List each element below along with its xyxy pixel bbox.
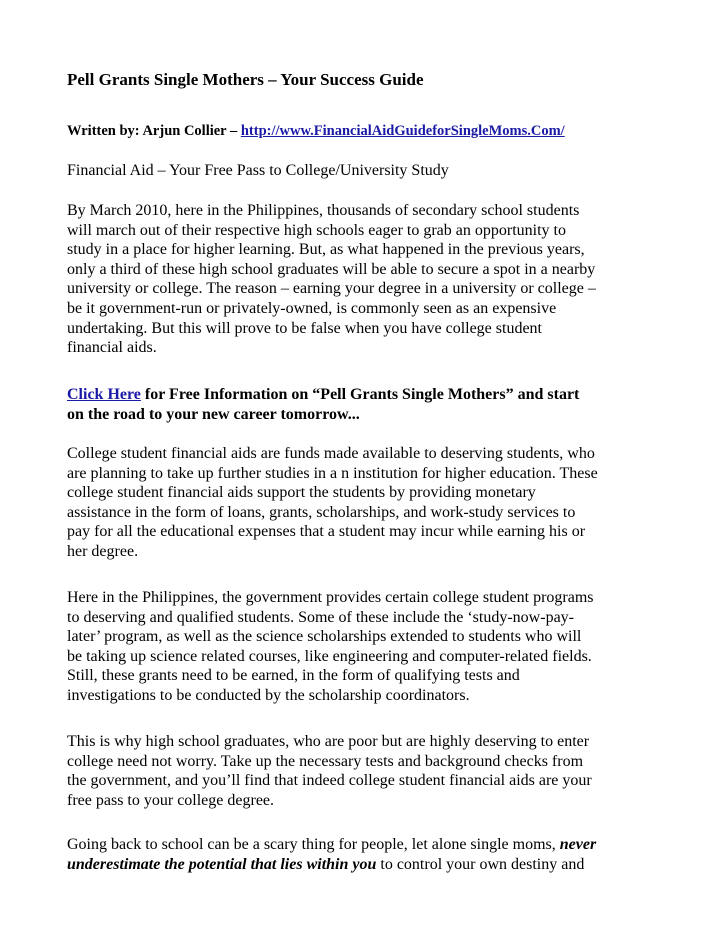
- click-here-link[interactable]: Click Here: [67, 386, 141, 403]
- byline: [67, 123, 565, 140]
- paragraph-government-programs: [67, 588, 667, 706]
- section-subheading: Financial Aid – Your Free Pass to College/University Study: [67, 162, 449, 179]
- paragraph-single-moms: [67, 835, 667, 874]
- paragraph-line: assistance in the form of loans, grants, scholarships, and work-study services to: [67, 503, 576, 521]
- paragraph-line: be taking up science related courses, like engineering and computer-related fields.: [67, 647, 592, 665]
- paragraph-line: will march out of their respective high schools eager to grab an opportunity to: [67, 221, 566, 239]
- paragraph-line: undertaking. But this will prove to be false when you have college student: [67, 319, 542, 337]
- paragraph-line: later’ program, as well as the science scholarships extended to students who will: [67, 628, 582, 646]
- emphasis-text: never: [559, 836, 597, 853]
- paragraph-line: pay for all the educational expenses that a student may incur while earning his or: [67, 523, 586, 541]
- paragraph-line: This is why high school graduates, who are poor but are highly deserving to enter: [67, 733, 590, 750]
- paragraph-line: College student financial aids are funds made available to deserving students, who: [67, 445, 595, 462]
- paragraph-line: By March 2010, here in the Philippines, thousands of secondary school students: [67, 202, 580, 219]
- paragraph-line: financial aids.: [67, 339, 157, 357]
- emphasis-text: underestimate the potential that lies within you: [67, 855, 377, 873]
- paragraph-line: study in a place for higher learning. But, as what happened in the previous years,: [67, 241, 585, 259]
- cta-line: [67, 385, 667, 405]
- paragraph-line: investigations to be conducted by the scholarship coordinators.: [67, 686, 470, 704]
- author-website-link[interactable]: http://www.FinancialAidGuideforSingleMoms.Com/: [240, 123, 565, 139]
- paragraph-line: to deserving and qualified students. Some of these include the ‘study-now-pay-: [67, 608, 574, 626]
- paragraph-line: college student financial aids support the students by providing monetary: [67, 484, 536, 502]
- page-title: Pell Grants Single Mothers – Your Success Guide: [67, 70, 424, 89]
- byline-author: Written by: Arjun Collier –: [67, 123, 241, 139]
- paragraph-text: to control your own destiny and: [376, 855, 585, 873]
- paragraph-line: be it government-run or privately-owned, is commonly seen as an expensive: [67, 299, 557, 317]
- paragraph-line: free pass to your college degree.: [67, 791, 275, 809]
- paragraph-line: university or college. The reason – earning your degree in a university or college –: [67, 280, 596, 298]
- paragraph-intro: [67, 201, 667, 358]
- paragraph-line: college need not worry. Take up the necessary tests and background checks from: [67, 752, 584, 770]
- paragraph-line: are planning to take up further studies in a n institution for higher education. These: [67, 464, 598, 482]
- paragraph-line: [67, 835, 667, 855]
- paragraph-line: her degree.: [67, 542, 139, 560]
- paragraph-line: Still, these grants need to be earned, in the form of qualifying tests and: [67, 667, 520, 685]
- cta-text: for Free Information on “Pell Grants Single Mothers” and start: [140, 386, 580, 403]
- paragraph-line: Here in the Philippines, the government provides certain college student programs: [67, 589, 594, 606]
- paragraph-graduates: [67, 732, 667, 810]
- paragraph-line: only a third of these high school graduates will be able to secure a spot in a nearby: [67, 260, 596, 278]
- paragraph-text: Going back to school can be a scary thing for people, let alone single moms,: [67, 836, 560, 853]
- paragraph-line: the government, and you’ll find that indeed college student financial aids are your: [67, 772, 592, 790]
- call-to-action: [67, 385, 667, 424]
- cta-line: on the road to your new career tomorrow...: [67, 405, 360, 423]
- paragraph-line: [67, 855, 667, 875]
- paragraph-financial-aids: [67, 444, 667, 562]
